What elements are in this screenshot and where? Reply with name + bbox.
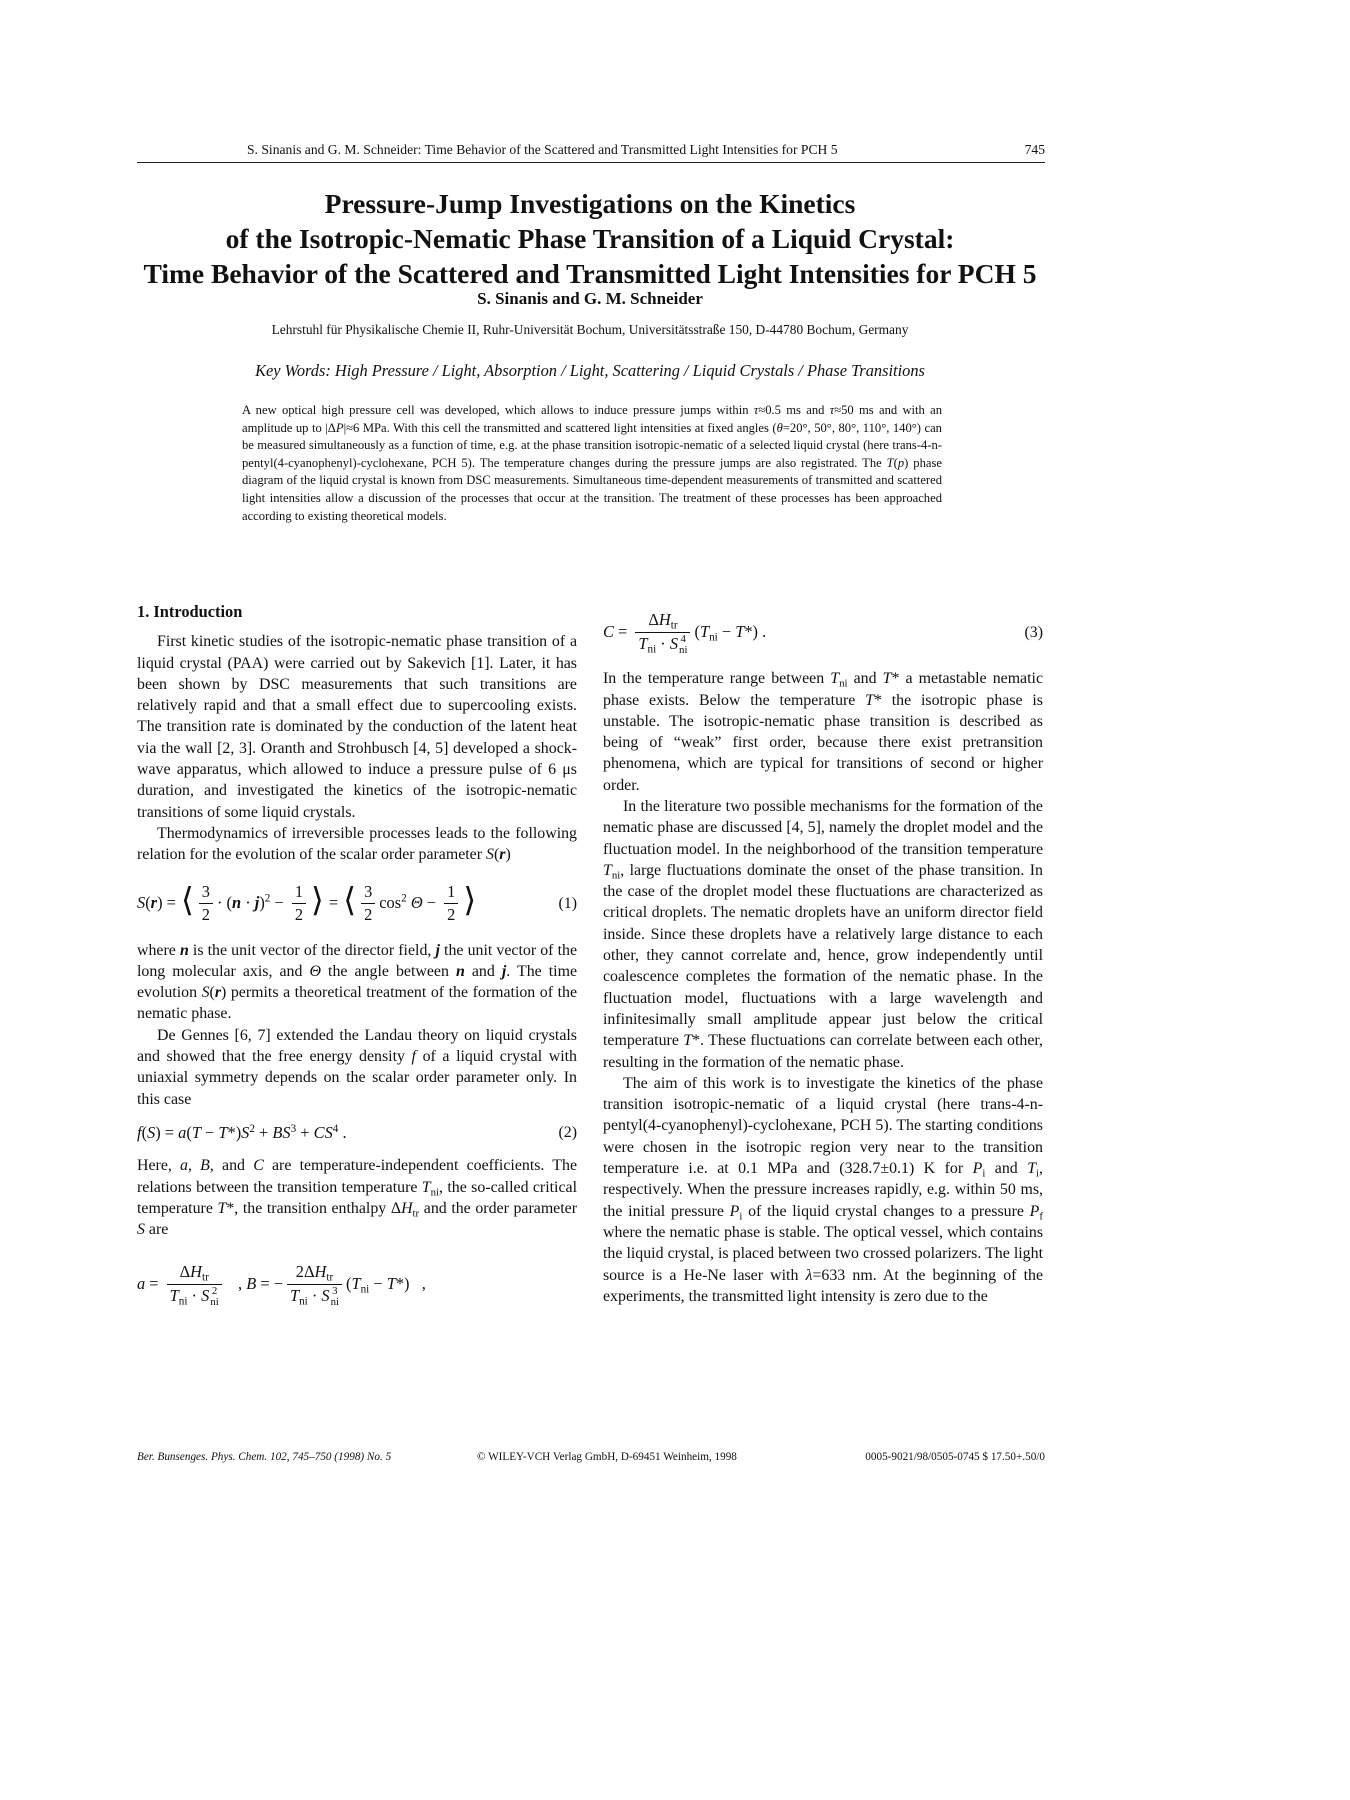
- text-run: T: [1027, 1160, 1037, 1178]
- text-run: r: [499, 846, 506, 864]
- text-run: T: [218, 1122, 228, 1142]
- text-run: p: [897, 455, 905, 470]
- text-run: ) =: [157, 892, 180, 912]
- text-run: |≈6 MPa. With this cell the transmitted and scattered light intensities at fixed angles (: [343, 420, 777, 435]
- text-run: Here,: [137, 1157, 181, 1175]
- text-run: 2: [201, 905, 210, 925]
- text-run: 3: [201, 881, 210, 901]
- text-run: A new optical high pressure cell was developed, which allows to induce pressure jumps within: [242, 403, 754, 417]
- text-run: f: [1039, 1210, 1043, 1223]
- right-column: [603, 610, 1043, 1307]
- text-run: ·: [187, 1286, 202, 1306]
- text-run: r: [150, 892, 158, 912]
- fraction: [167, 1262, 222, 1308]
- text-run: and: [464, 962, 502, 980]
- text-run: S: [241, 1122, 250, 1142]
- text-run: −: [422, 892, 441, 912]
- title-line: of the Isotropic-Nematic Phase Transition of a Liquid Crystal:: [225, 223, 955, 254]
- text-run: 2: [264, 892, 271, 905]
- text-run: ≈50 ms and with an amplitude up to |Δ: [242, 403, 942, 435]
- text-run: , large fluctuations dominate the onset of the phase transition. In the case of the droplet model these fluctuations are characterized as critical droplets. The nematic droplets have an uniform director field inside. Since these droplets have a relatively large distance to each other, they cannot correlate and, hence, grow independently until coalescence completes the formation of the nematic phase. In the fluctuation model, fluctuations with a large wavelength and infinitesimally small amplitude appear just below the critical temperature: [603, 861, 1043, 1050]
- text-run: BS: [272, 1122, 291, 1142]
- text-run: =20°, 50°, 80°, 110°, 140°) can be measured simultaneously as a function of time, e.g. at the phase transition isotropic-nematic of a selected liquid crystal (here trans-4-n-pentyl(4-cyanophenyl)-cyclohexane, PCH 5). The temperature changes during the pressure jumps are also registrated. The: [242, 420, 942, 470]
- text-run: ): [505, 846, 511, 864]
- running-head: [137, 140, 1045, 163]
- text-run: 1: [294, 881, 304, 901]
- text-run: ): [259, 892, 265, 912]
- text-run: ) permits a theoretical treatment of the formation of the nematic phase.: [137, 984, 577, 1023]
- equation-2: [137, 1122, 577, 1143]
- title-line: Time Behavior of the Scattered and Transmitted Light Intensities for PCH 5: [143, 258, 1037, 289]
- text-run: i: [982, 1167, 986, 1180]
- text-run: and the order parameter: [419, 1199, 577, 1217]
- text-run: Δ: [179, 1262, 191, 1282]
- equation-number: (3): [1024, 624, 1043, 642]
- text-run: j: [435, 941, 440, 959]
- text-run: CS: [313, 1122, 333, 1142]
- text-run: ni: [430, 1185, 440, 1198]
- text-run: ·: [307, 1286, 322, 1306]
- text-run: ⟩: [311, 883, 324, 920]
- text-run: the unit vector of the long molecular axis, and: [137, 941, 578, 980]
- article-code: 0005-9021/98/0505-0745 $ 17.50+.50/0: [865, 1451, 1045, 1463]
- superscript: 4: [680, 632, 686, 645]
- fraction: [635, 610, 690, 656]
- left-column: [137, 601, 577, 1309]
- text-run: tr: [670, 619, 678, 632]
- text-run: H: [658, 610, 671, 629]
- equation-a-b: [137, 1262, 577, 1308]
- text-run: T: [830, 670, 840, 688]
- text-run: P: [335, 420, 344, 435]
- equation-body: [603, 610, 766, 656]
- text-run: τ: [829, 403, 835, 417]
- text-run: , and: [209, 1157, 254, 1175]
- fraction: [361, 882, 375, 926]
- text-run: Thermodynamics of irreversible processes leads to the following relation for the evolution of the scalar order parameter: [137, 824, 577, 864]
- equation-body: [137, 1262, 426, 1308]
- text-run: where: [137, 941, 180, 959]
- text-run: = −: [256, 1274, 283, 1294]
- text-run: *, the transition enthalpy Δ: [226, 1199, 402, 1217]
- text-run: and: [985, 1160, 1028, 1178]
- text-run: ni: [611, 869, 621, 882]
- text-run: T: [683, 1032, 693, 1050]
- text-run: ni: [839, 677, 848, 690]
- subscript: ni: [330, 1296, 340, 1309]
- text-run: of the liquid crystal changes to a pressure: [742, 1202, 1030, 1220]
- text-run: n: [231, 892, 242, 912]
- text-run: ni: [709, 631, 718, 644]
- equation-number: (1): [558, 894, 577, 912]
- text-run: T: [169, 1286, 179, 1306]
- text-run: S: [137, 1221, 145, 1239]
- text-run: −: [270, 892, 288, 912]
- paragraph: [137, 823, 577, 866]
- text-run: B: [200, 1157, 210, 1175]
- text-run: H: [314, 1262, 327, 1282]
- fraction: [292, 882, 306, 926]
- text-run: T: [603, 861, 612, 879]
- text-run: 3: [290, 1122, 297, 1135]
- text-run: 2: [447, 905, 456, 925]
- text-run: B: [246, 1274, 257, 1294]
- text-run: ·: [241, 892, 255, 912]
- fraction: [287, 1262, 342, 1308]
- paragraph: [603, 1073, 1043, 1307]
- text-run: cos: [379, 892, 402, 912]
- article-title: [80, 186, 1100, 291]
- authors: S. Sinanis and G. M. Schneider: [477, 289, 703, 308]
- text-run: S: [321, 1286, 330, 1306]
- text-run: of a liquid crystal with uniaxial symmetry depends on the scalar order parameter only. In this case: [137, 1048, 577, 1108]
- text-run: +: [254, 1122, 273, 1142]
- paragraph: [603, 796, 1043, 1073]
- text-run: tr: [201, 1271, 209, 1284]
- text-run: (: [493, 846, 500, 864]
- text-run: ≈0.5 ms and: [758, 403, 830, 417]
- text-run: First kinetic studies of the isotropic-nematic phase transition of a liquid crystal (PAA) were carried out by Sakevich [1]. Later, it has been shown by DSC measurements that such transitions are relatively rapid and that a small effect due to supercooling exists. The transition rate is dominated by the conduction of the latent heat via the wall [2, 3]. Oranth and Strohbusch [4, 5] developed a shock-wave apparatus, which allowed to induce a pressure pulse of 6 μs duration, and investigated the kinetics of the isotropic-nematic transitions of some liquid crystals.: [137, 633, 577, 821]
- text-run: 2Δ: [295, 1262, 315, 1282]
- text-run: P: [1029, 1202, 1040, 1220]
- superscript: 2: [211, 1284, 218, 1297]
- text-run: S: [201, 984, 210, 1002]
- fraction-numerator: [444, 882, 458, 905]
- text-run: S: [137, 892, 146, 912]
- text-run: ni: [647, 643, 657, 656]
- text-run: *) .: [744, 621, 767, 641]
- text-run: i: [739, 1210, 743, 1223]
- equation-body: [137, 882, 477, 926]
- text-run: −: [717, 621, 736, 641]
- fraction-denominator: [167, 1285, 222, 1309]
- text-run: T: [217, 1199, 227, 1217]
- text-run: the angle between: [320, 962, 456, 980]
- text-run: a: [137, 1274, 146, 1294]
- text-run: r: [214, 984, 222, 1002]
- text-run: θ: [776, 420, 783, 435]
- equation-body: [137, 1122, 347, 1143]
- fraction-numerator: [287, 1262, 342, 1285]
- text-run: De Gennes [6, 7] extended the Landau theory on liquid crystals and showed that the free energy density: [137, 1026, 577, 1066]
- text-run: a: [178, 1122, 187, 1142]
- text-run: Δ: [648, 610, 659, 629]
- superscript: 3: [332, 1284, 338, 1297]
- text-run: * a metastable nematic phase exists. Below the temperature: [603, 670, 1043, 709]
- super-subscript: [679, 634, 687, 657]
- paragraph: [137, 1025, 577, 1110]
- fraction-numerator: [635, 610, 690, 633]
- text-run: 1: [447, 881, 456, 901]
- subscript: ni: [210, 1296, 219, 1309]
- text-run: T: [882, 670, 892, 688]
- text-run: ⟨: [343, 883, 357, 920]
- text-run: . The time evolution: [137, 962, 577, 1002]
- equation-number: (2): [558, 1123, 577, 1141]
- text-run: (: [694, 621, 700, 641]
- fraction: [199, 882, 213, 926]
- text-run: 3: [364, 881, 373, 901]
- text-run: 2: [249, 1122, 255, 1135]
- text-run: (: [893, 455, 898, 470]
- text-run: T: [351, 1274, 361, 1294]
- text-run: * the isotropic phase is unstable. The isotropic-nematic phase transition is described as being of “weak” first order, because there exist pretransition phenomena, which are typical for transitions of second or higher order.: [603, 691, 1043, 794]
- text-run: .: [338, 1122, 347, 1142]
- text-run: ·: [656, 633, 670, 653]
- subscript: ni: [679, 643, 688, 656]
- text-run: T: [699, 621, 710, 641]
- fraction-denominator: [635, 633, 690, 657]
- text-run: (: [209, 984, 215, 1002]
- text-run: n: [455, 962, 465, 980]
- text-run: ⟨: [180, 883, 194, 920]
- text-run: 2: [364, 905, 373, 925]
- super-subscript: [331, 1286, 339, 1309]
- text-run: ni: [360, 1283, 370, 1296]
- text-run: (: [145, 892, 151, 912]
- abstract: [242, 402, 942, 525]
- text-run: 2: [401, 892, 407, 905]
- text-run: T: [886, 455, 894, 470]
- text-run: T: [386, 1274, 396, 1294]
- text-run: ni: [178, 1295, 188, 1308]
- text-run: , the so-called critical temperature: [137, 1178, 577, 1217]
- text-run: ni: [299, 1295, 308, 1308]
- fraction-denominator: [199, 904, 213, 926]
- paragraph: [137, 631, 577, 823]
- text-run: tr: [412, 1207, 420, 1220]
- text-run: τ: [753, 403, 759, 417]
- text-run: ) phase diagram of the liquid crystal is known from DSC measurements. Simultaneous time-dependent measurements of transmitted and scattered light intensities allow a discussion of the processes that occur at the transition. The treatment of these processes has been approached according to existing theoretical models.: [242, 455, 942, 523]
- affiliation: Lehrstuhl für Physikalische Chemie II, Ruhr-Universität Bochum, Universitätsstraße 150, D-44780 Bochum, Germany: [271, 322, 909, 337]
- copyright-notice: © WILEY-VCH Verlag GmbH, D-69451 Weinheim, 1998: [477, 1451, 737, 1463]
- paragraph: [137, 940, 577, 1025]
- text-run: j: [254, 892, 260, 912]
- text-run: S: [486, 846, 494, 864]
- fraction-denominator: [292, 904, 306, 926]
- running-head-text: S. Sinanis and G. M. Schneider: Time Behavior of the Scattered and Transmitted Light Intensities for PCH 5: [247, 142, 838, 157]
- text-run: are temperature-independent coefficients. The relations between the transition temperature: [137, 1157, 577, 1196]
- journal-citation: Ber. Bunsenges. Phys. Chem. 102, 745–750 (1998) No. 5: [137, 1451, 392, 1463]
- text-run: −: [369, 1274, 387, 1294]
- text-run: S: [201, 1286, 210, 1306]
- page-number: 745: [1024, 142, 1045, 157]
- text-run: T: [289, 1286, 300, 1306]
- text-run: H: [401, 1199, 413, 1217]
- section-heading: 1. Introduction: [137, 602, 243, 621]
- equation-3: [603, 610, 1043, 656]
- text-run: are: [144, 1221, 169, 1239]
- equation-1: [137, 882, 577, 926]
- text-run: ⟩: [463, 883, 477, 920]
- text-run: 4: [332, 1122, 339, 1135]
- text-run: and: [847, 670, 883, 688]
- text-run: (: [141, 1122, 148, 1142]
- text-run: T: [865, 691, 875, 709]
- text-run: tr: [326, 1271, 334, 1284]
- text-run: T: [421, 1178, 431, 1196]
- text-run: , respectively. When the pressure increases rapidly, e.g. within 50 ms, the initial pressure: [603, 1160, 1044, 1220]
- fraction-denominator: [287, 1285, 342, 1309]
- text-run: · (: [216, 892, 232, 912]
- fraction: [444, 882, 458, 926]
- text-run: =: [145, 1274, 163, 1294]
- text-run: T: [638, 633, 648, 653]
- text-run: f: [137, 1122, 142, 1142]
- paragraph: [137, 1155, 577, 1240]
- fraction-denominator: [444, 904, 458, 926]
- text-run: *) ,: [395, 1274, 426, 1294]
- text-run: H: [190, 1262, 202, 1282]
- text-run: (: [346, 1274, 352, 1294]
- text-run: In the temperature range between: [603, 670, 831, 688]
- text-run: C: [603, 621, 614, 641]
- fraction-denominator: [361, 904, 375, 926]
- text-run: where the nematic phase is stable. The optical vessel, which contains the liquid crystal, is placed between two crossed polarizers. The light source is a He-Ne laser with: [603, 1223, 1043, 1284]
- text-run: P: [729, 1202, 740, 1220]
- text-run: ,: [188, 1157, 201, 1175]
- fraction-numerator: [199, 882, 213, 905]
- fraction-numerator: [292, 882, 306, 905]
- text-run: *): [227, 1122, 242, 1142]
- text-run: f: [411, 1048, 416, 1066]
- fraction-numerator: [361, 882, 375, 905]
- title-line: Pressure-Jump Investigations on the Kinetics: [324, 188, 856, 219]
- text-run: Θ: [309, 962, 321, 980]
- super-subscript: [210, 1286, 218, 1309]
- text-run: C: [253, 1157, 264, 1175]
- text-run: −: [200, 1122, 219, 1142]
- text-run: T: [191, 1122, 201, 1142]
- text-run: *. These fluctuations can correlate between each other, resulting in the formation of the nematic phase.: [603, 1032, 1043, 1071]
- text-run: P: [972, 1160, 983, 1178]
- text-run: is the unit vector of the director field,: [188, 941, 436, 959]
- text-run: λ: [805, 1266, 813, 1284]
- text-run: ,: [225, 1274, 247, 1294]
- paragraph: [603, 668, 1043, 796]
- text-run: (: [186, 1122, 192, 1142]
- text-run: The aim of this work is to investigate the kinetics of the phase transition isotropic-nematic of a liquid crystal (here trans-4-n-pentyl(4-cyanophenyl)-cyclohexane, PCH 5). The starting conditions were chosen in the isotropic region very near to the transition temperature i.e. at 0.1 MPa and (328.7±0.1) K for: [603, 1074, 1043, 1178]
- text-run: =: [613, 621, 632, 641]
- text-run: i: [1036, 1167, 1040, 1180]
- text-run: T: [735, 621, 745, 641]
- text-run: n: [179, 941, 189, 959]
- fraction-numerator: [167, 1262, 222, 1285]
- text-run: 2: [294, 905, 304, 925]
- text-run: +: [296, 1122, 314, 1142]
- text-run: =633 nm. At the beginning of the experiments, the transmitted light intensity is zero due to the: [603, 1266, 1043, 1305]
- text-run: S: [669, 633, 679, 653]
- text-run: ) =: [155, 1122, 179, 1142]
- keywords: Key Words: High Pressure / Light, Absorption / Light, Scattering / Liquid Crystals / Phase Transitions: [255, 361, 925, 380]
- text-run: Θ: [410, 892, 423, 912]
- text-run: j: [501, 962, 507, 980]
- text-run: S: [147, 1122, 156, 1142]
- text-run: a: [180, 1157, 188, 1175]
- text-run: =: [324, 892, 343, 912]
- text-run: In the literature two possible mechanisms for the formation of the nematic phase are discussed [4, 5], namely the droplet model and the fluctuation model. In the neighborhood of the transition temperature: [603, 798, 1043, 858]
